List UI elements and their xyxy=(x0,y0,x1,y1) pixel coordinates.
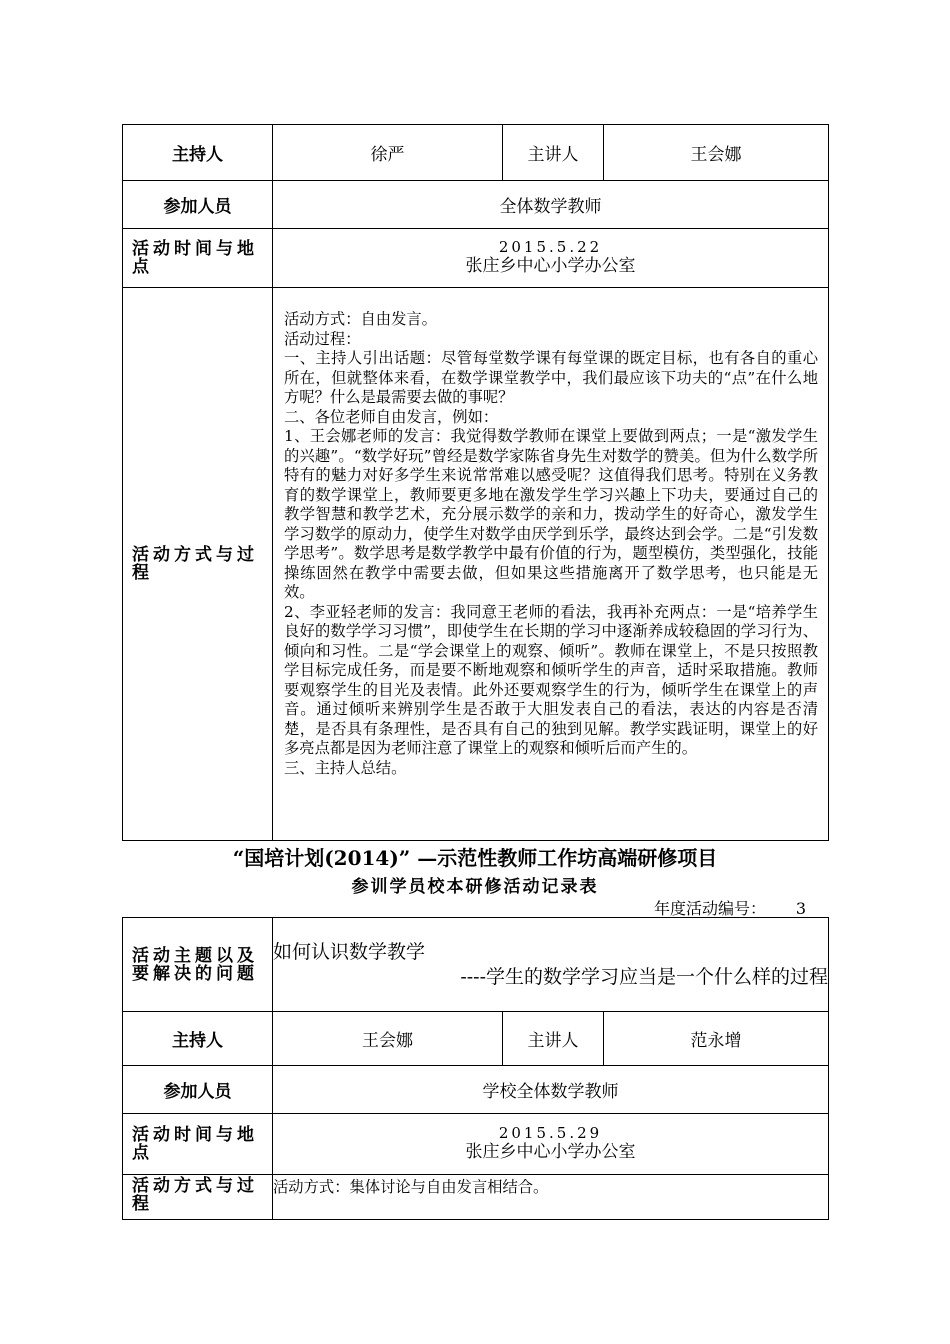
activity-place: 张庄乡中心小学办公室 xyxy=(465,256,636,276)
record-table-1 xyxy=(122,124,829,841)
time-place-value xyxy=(273,229,829,288)
topic-line-1: 如何认识数学教学 xyxy=(273,940,426,963)
host-label: 主持人 xyxy=(123,1012,273,1066)
process-text xyxy=(273,288,828,792)
host-value: 徐严 xyxy=(273,125,503,181)
process-label: 活动方式与过程 xyxy=(123,1175,273,1220)
activity-serial xyxy=(560,896,806,919)
process-label: 活动方式与过程 xyxy=(123,288,273,841)
process-line: 三、主持人总结。 xyxy=(284,758,407,777)
process-line: 活动过程： xyxy=(284,329,361,348)
form-title: “国培计划(2014)” —示范性教师工作坊高端研修项目 xyxy=(232,846,718,870)
topic-line-2: ----学生的数学学习应当是一个什么样的过程 xyxy=(460,965,829,988)
speaker-label: 主讲人 xyxy=(503,125,604,181)
activity-date: 2015.5.29 xyxy=(498,1124,603,1142)
serial-label: 年度活动编号： xyxy=(653,899,766,918)
serial-value: 3 xyxy=(795,899,806,918)
participants-label: 参加人员 xyxy=(123,181,273,229)
record-table-2 xyxy=(122,917,829,1220)
participants-label: 参加人员 xyxy=(123,1066,273,1114)
process-line: 活动方式：自由发言。 xyxy=(284,310,437,328)
participants-value: 学校全体数学教师 xyxy=(273,1066,829,1114)
time-place-label: 活动时间与地点 xyxy=(123,229,273,288)
process-line: 一、主持人引出话题：尽管每堂数学课有每堂课的既定目标，也有各自的重心所在，但就整体来看，在数学课堂教学中，我们最应该下功夫的“点”在什么地方呢？什么是最需要去做的事呢？ xyxy=(284,349,818,406)
speaker-value: 范永增 xyxy=(604,1012,829,1066)
process-first-line: 活动方式：集体讨论与自由发言相结合。 xyxy=(273,1175,829,1220)
time-place-value xyxy=(273,1114,829,1175)
time-place-label: 活动时间与地点 xyxy=(123,1114,273,1175)
process-cell xyxy=(273,288,829,841)
process-line: 2、李亚轻老师的发言：我同意王老师的看法，我再补充两点：一是“培养学生良好的数学学习习惯”，即使学生在长期的学习中逐渐养成较稳固的学习行为、倾向和习性。二是“学会课堂上的观察、倾听”。教师在课堂上，不是只按照教学目标完成任务，而是要不断地观察和倾听学生的声音，适时采取措施。教师要观察学生的目光及表情。此外还要观察学生的行为，倾听学生在课堂上的声音。通过倾听来辨别学生是否敢于大胆发表自己的看法，表达的内容是否清楚，是否具有条理性，是否具有自己的独到见解。教学实践证明，课堂上的好多亮点都是因为老师注意了课堂上的观察和倾听后而产生的。 xyxy=(284,602,818,757)
process-line: 1、王会娜老师的发言：我觉得数学教师在课堂上要做到两点；一是“激发学生的兴趣”。“数学好玩”曾经是数学家陈省身先生对数学的赞美。但为什么数学所特有的魅力对好多学生来说常常难以感受呢？这值得我们思考。特别在义务教育的数学课堂上，教师要更多地在激发学生学习兴趣上下功夫，要通过自己的教学智慧和教学艺术，充分展示数学的亲和力，拨动学生的好奇心，激发学生学习数学的原动力，使学生对数学由厌学到乐学，最终达到会学。二是“引发数学思考”。数学思考是数学教学中最有价值的行为，题型模仿，类型强化，技能操练固然在教学中需要去做，但如果这些措施离开了数学思考，也只能是无效。 xyxy=(284,427,818,601)
form-subtitle: 参训学员校本研修活动记录表 xyxy=(351,877,599,897)
host-label: 主持人 xyxy=(123,125,273,181)
activity-date: 2015.5.22 xyxy=(498,238,603,256)
participants-value: 全体数学教师 xyxy=(273,181,829,229)
host-value: 王会娜 xyxy=(273,1012,503,1066)
topic-label: 活动主题以及要解决的问题 xyxy=(123,918,273,1012)
activity-place: 张庄乡中心小学办公室 xyxy=(465,1142,636,1162)
speaker-value: 王会娜 xyxy=(604,125,829,181)
process-line: 二、各位老师自由发言，例如： xyxy=(284,407,499,426)
topic-value xyxy=(273,918,829,1012)
speaker-label: 主讲人 xyxy=(503,1012,604,1066)
